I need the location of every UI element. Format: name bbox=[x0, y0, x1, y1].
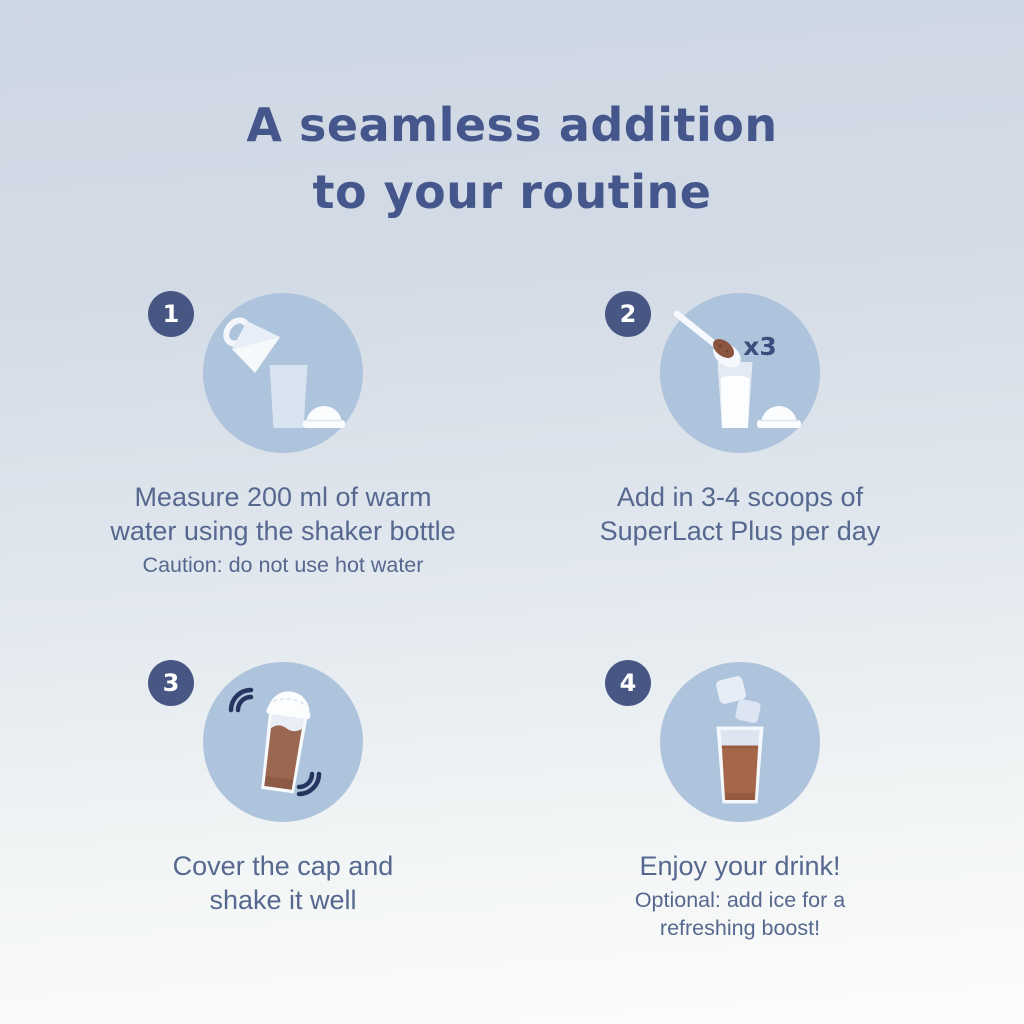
caption-note: refreshing boost! bbox=[659, 916, 821, 940]
title-line-2: to your routine bbox=[312, 165, 712, 219]
step-3 bbox=[53, 662, 513, 917]
scoop-powder-icon bbox=[660, 293, 820, 453]
step-number-badge bbox=[605, 291, 651, 337]
milk-glass-icon bbox=[718, 362, 753, 428]
shake-bottle-icon bbox=[203, 662, 363, 822]
step-4-caption bbox=[510, 849, 970, 942]
caption-line: SuperLact Plus per day bbox=[599, 516, 881, 546]
step-4 bbox=[510, 662, 970, 942]
scoop-count-label: x3 bbox=[743, 332, 777, 361]
step-2-icon-area bbox=[619, 293, 820, 453]
caption-note: Caution: do not use hot water bbox=[142, 553, 424, 577]
caption-note: Optional: add ice for a bbox=[634, 888, 846, 912]
enjoy-drink-icon bbox=[660, 662, 820, 822]
pour-water-icon bbox=[203, 293, 363, 453]
glass-icon bbox=[270, 365, 308, 428]
step-4-icon-area bbox=[619, 662, 820, 822]
step-number-badge bbox=[148, 291, 194, 337]
caption-line: Cover the cap and bbox=[172, 851, 394, 881]
caption-line: water using the shaker bottle bbox=[110, 516, 456, 546]
caption-line: Add in 3-4 scoops of bbox=[616, 482, 864, 512]
step-number: 4 bbox=[619, 669, 637, 697]
title-line-1: A seamless addition bbox=[246, 98, 778, 152]
caption-line: Enjoy your drink! bbox=[639, 851, 841, 881]
caption-line: Measure 200 ml of warm bbox=[134, 482, 432, 512]
step-1 bbox=[53, 293, 513, 579]
step-2 bbox=[510, 293, 970, 548]
step-3-icon-area bbox=[162, 662, 363, 822]
step-1-caption bbox=[53, 480, 513, 579]
page-title bbox=[0, 92, 1024, 226]
step-number-badge bbox=[148, 660, 194, 706]
step-number-badge bbox=[605, 660, 651, 706]
step-number: 3 bbox=[162, 669, 180, 697]
step-3-caption bbox=[53, 849, 513, 917]
step-number: 2 bbox=[619, 300, 637, 328]
step-2-caption bbox=[510, 480, 970, 548]
step-number: 1 bbox=[162, 300, 180, 328]
step-1-icon-area bbox=[162, 293, 363, 453]
caption-line: shake it well bbox=[209, 885, 357, 915]
drink-glass-icon bbox=[717, 727, 764, 804]
